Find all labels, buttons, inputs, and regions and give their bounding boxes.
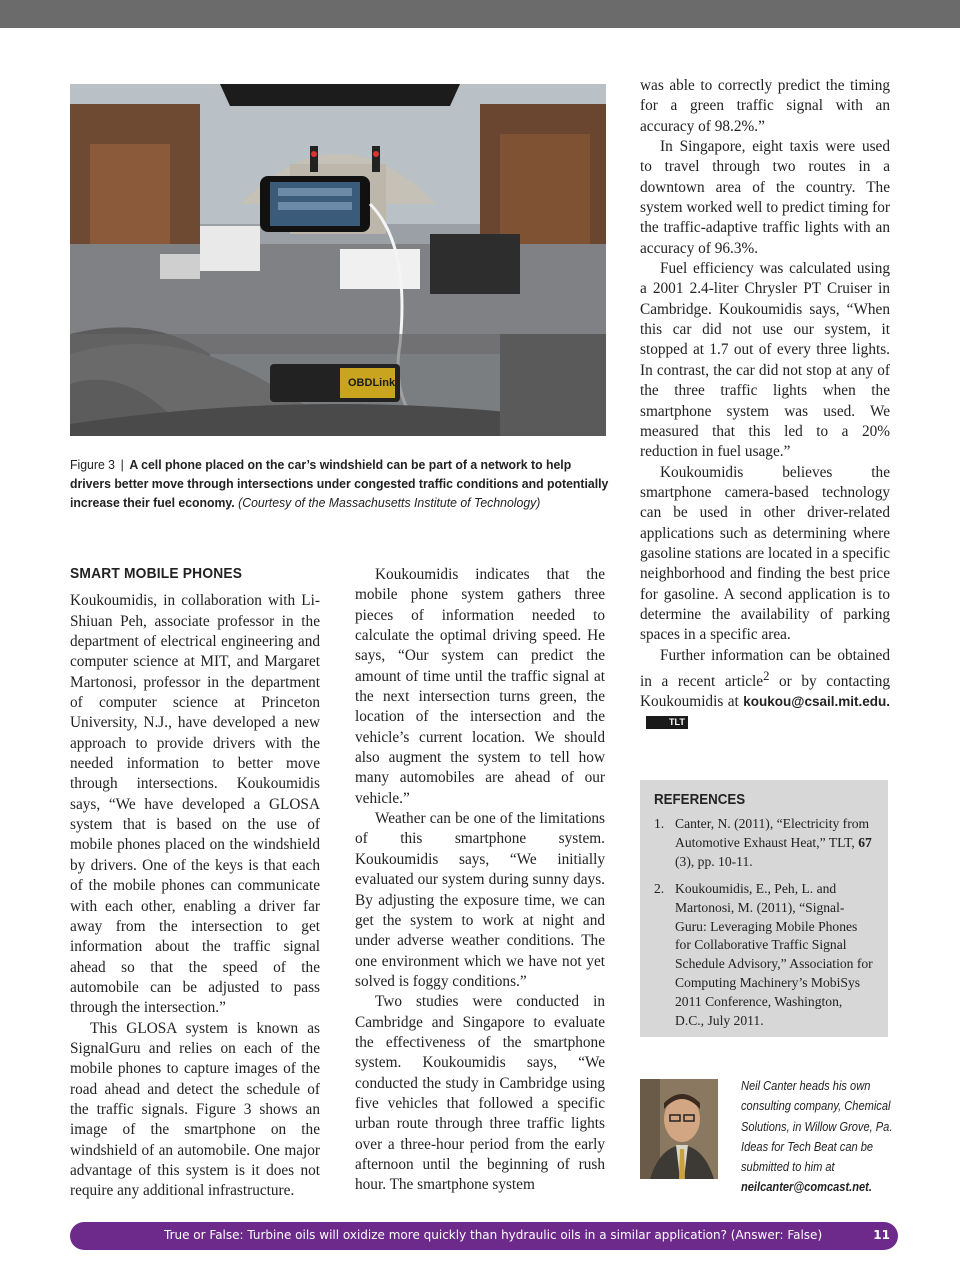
closing-paragraph	[640, 646, 890, 733]
reference-number: 2.	[654, 880, 665, 896]
paragraph: Koukoumidis indicates that the mobile phone system gathers three pieces of information needed to calculate the optimal driving speed. He says, “Our system can predict the amount of time until the traffic signal at the next intersection turns green, the location of the intersection and the vehicle’s current location. We should also augment the system to tell how many automobiles are ahead of our vehicle.”	[355, 566, 605, 807]
references-box	[640, 780, 888, 1037]
column-3	[640, 76, 890, 733]
paragraph: was able to correctly predict the timing for a green traffic signal with an accuracy of 98.2%.”	[640, 77, 890, 135]
paragraph: In Singapore, eight taxis were used to travel through two routes in a downtown area of the country. The system worked well to predict timing for the traffic-adaptive traffic lights with an accuracy of 96.3%.	[640, 138, 890, 257]
author-photo	[640, 1079, 718, 1179]
paragraph: Koukoumidis believes the smartphone camera-based technology can be used in other driver-related applications such as determining where gasoline stations are located in a specific neighborhood and finding the best price for gasoline. A second application is to determine the availability of parking spaces in a specific area.	[640, 463, 890, 644]
reference-text: Koukoumidis, E., Peh, L. and Martonosi, M. (2011), “Signal-Guru: Leveraging Mobile Phones for Collaborative Traffic Signal Schedule Advisory,” Association for Computing Machinery’s MobiSys 2011 Conference, Washington, D.C., July 2011.	[675, 880, 873, 1029]
reference-text-pre: Canter, N. (2011), “Electricity from Automotive Exhaust Heat,” TLT,	[675, 816, 870, 850]
paragraph: Weather can be one of the limitations of this smartphone system. Koukoumidis says, “We initially evaluated our system during sunny days. By adjusting the exposure time, we can get the system to work at night and under adverse weather conditions. The one environment which we have not yet solved is foggy conditions.”	[355, 810, 605, 990]
figure-caption	[70, 456, 609, 512]
page-number: 11	[873, 1228, 890, 1242]
author-portrait	[640, 1079, 718, 1179]
device-label: OBDLink	[348, 377, 396, 389]
column-1	[70, 564, 320, 1202]
figure-label: Figure 3	[70, 457, 116, 472]
references-heading: REFERENCES	[654, 792, 746, 808]
reference-number: 1.	[654, 816, 665, 831]
author-email-link[interactable]: neilcanter@comcast.net.	[741, 1180, 872, 1195]
reference-item	[654, 880, 874, 1031]
figure-caption-text: A cell phone placed on the car’s windshield can be part of a network to help drivers better move through intersections under congested traffic conditions and potentially increase their fuel economy.	[70, 457, 609, 510]
contact-email-link[interactable]: koukou@csail.mit.edu.	[743, 694, 890, 710]
closing-text-mid: or by contacting Koukoumidis at	[640, 673, 890, 711]
top-bar	[0, 0, 960, 28]
closing-text-start: Further information can be obtained in a recent article	[640, 646, 890, 691]
paragraph: Two studies were conducted in Cambridge and Singapore to evaluate the effectiveness of the smartphone system. Koukoumidis says, “We conducted the study in Cambridge using five vehicles that followed a specific urban route through three traffic lights over a three-hour period from the early afternoon until the beginning of rush hour. The smartphone system	[355, 993, 605, 1194]
reference-text	[675, 815, 874, 872]
figure-photo	[70, 84, 606, 436]
reference-item	[654, 815, 874, 872]
footer-bar	[70, 1222, 898, 1250]
paragraph: Fuel efficiency was calculated using a 2001 2.4-liter Chrysler PT Cruiser in Cambridge. Koukoumidis says, “When this car did not use our system, it stopped at 1.7 out of every three lights. In contrast, the car did not stop at any of the three traffic lights when the smartphone system was used. We measured that this led to a 20% reduction in fuel usage.”	[640, 260, 890, 461]
paragraph: Koukoumidis, in collaboration with Li-Shiuan Peh, associate professor in the department of electrical engineering and computer science at MIT, and Margaret Martonosi, professor in the department of computer science at Princeton University, N.J., have developed a new approach to provide drivers with the needed information to better move through intersections. Koukoumidis says, “We have developed a GLOSA system that is based on the use of mobile phones placed on the windshield by drivers. One of the keys is that each of the mobile phones can communicate with each other, enabling a driver far away from the intersection to get information about the traffic signal ahead so that the speed of the automobile can be adjusted to pass through the intersection.”	[70, 592, 320, 1017]
paragraph: This GLOSA system is known as SignalGuru and relies on each of the mobile phones to capture images of the road ahead and detect the schedule of the traffic signals. Figure 3 shows an image of the smartphone on the windshield of an automobile. One major advantage of this system is it does not require any additional infrastructure.	[70, 1019, 320, 1200]
references-list	[654, 815, 874, 1031]
footer-quiz-text: True or False: Turbine oils will oxidize more quickly than hydraulic oils in a similar application? (Answer: False)	[164, 1228, 823, 1242]
car-windshield-illustration	[70, 84, 606, 436]
column-2	[355, 565, 605, 1196]
reference-superscript: 2	[763, 668, 770, 683]
section-heading: SMART MOBILE PHONES	[70, 565, 243, 582]
author-bio	[741, 1076, 895, 1198]
reference-volume: 67	[858, 834, 872, 850]
tlt-end-badge: TLT	[646, 716, 688, 729]
figure-credit: (Courtesy of the Massachusetts Institute of Technology)	[238, 494, 541, 510]
reference-text-post: (3), pp. 10-11.	[675, 853, 753, 869]
figure-separator: |	[120, 457, 124, 472]
author-bio-text: Neil Canter heads his own consulting company, Chemical Solutions, in Willow Grove, Pa. Ideas for Tech Beat can be submitted to him at	[741, 1079, 893, 1175]
